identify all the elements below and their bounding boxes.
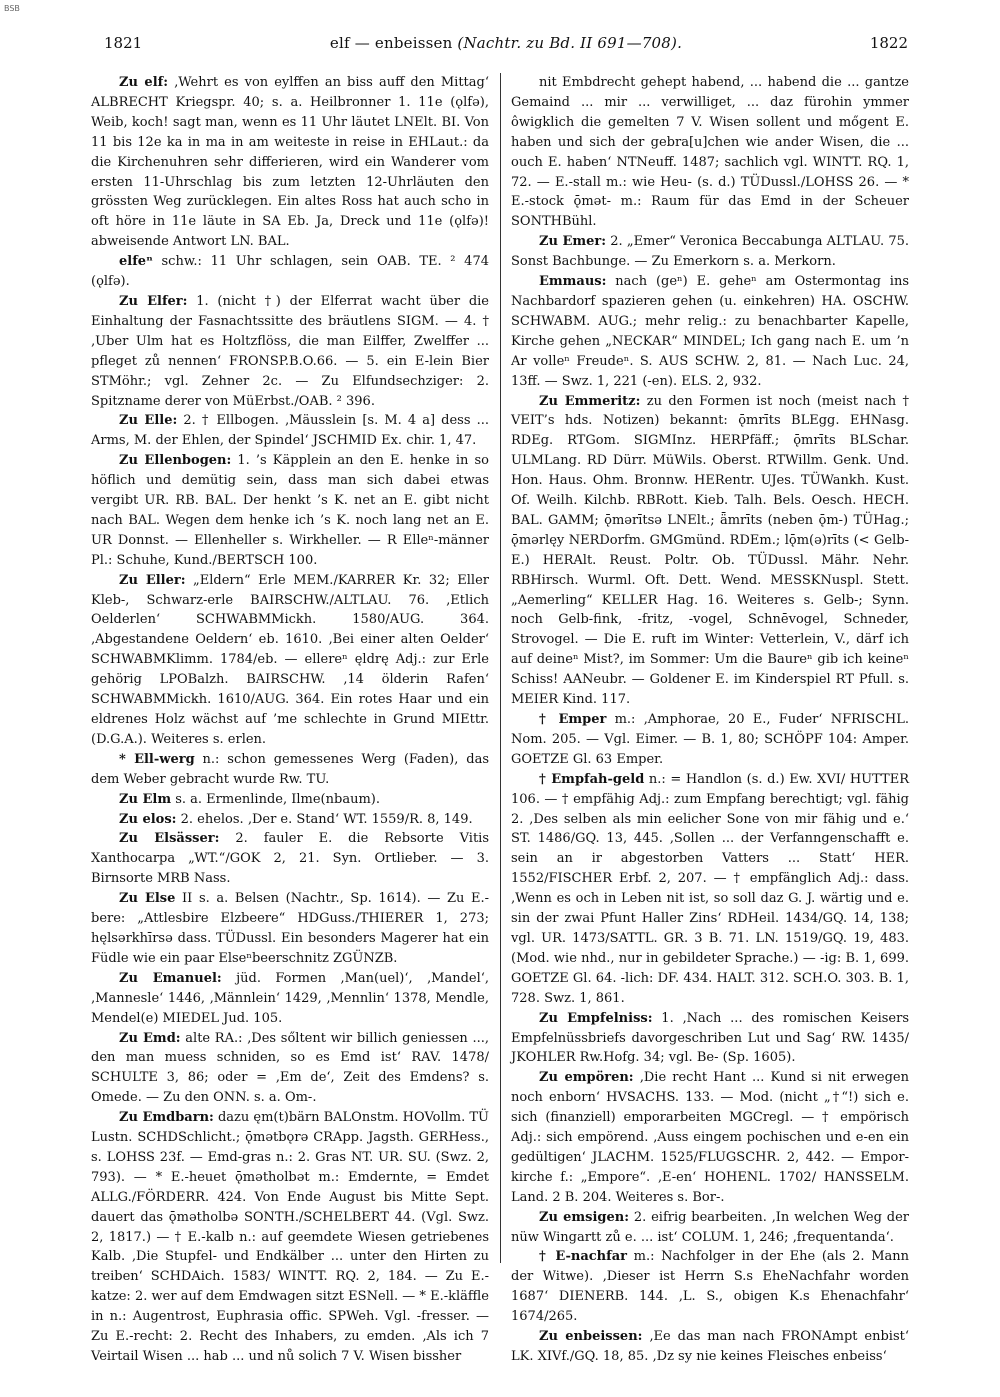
entry-lemma: † E-nachfar — [539, 1249, 628, 1265]
entry-text: 1. ’s Käpplein an den E. henke in so höflich und demütig sein, dass man sich dabei etwas vergibt UR. RB. BAL. Der henkt ’s K. net an E. gibt nicht nach BAL. Wegen dem henke ich ’s K. noch lang net an E. UR Donnst. — Ellenheller s. Wirkheller. — R Elleⁿ-männer Pl.: Schuhe, Kund./BERTSCH 100. — [91, 453, 489, 568]
entry-lemma: † Empfah-geld — [539, 771, 645, 787]
dictionary-entry — [91, 252, 489, 292]
entry-lemma: Zu Else — [119, 891, 176, 907]
entry-text: ‚Die recht Hant ... Kund si nit erwegen noch enborn‘ HVSACHS. 133. — Mod. (nicht „†“!) sich e. sich (finanziell) emporarbeiten MGCregl. — † empörisch Adj.: sich empörend. ‚Auss eingem pochischen und e-en ein gedültigen‘ JLACHM. 1525/FLUGSCHR. 2, 442. — Empor-kirche f.: „Empore“. ‚E-en‘ HOHENL. 1702/ HANSSELM. Land. 2 B. 204. Weiteres s. Bor-. — [511, 1070, 909, 1205]
running-title-reference: (Nachtr. zu Bd. II 691—708). — [457, 34, 683, 52]
dictionary-entry — [511, 1068, 909, 1207]
entry-text: ‚Wehrt es von eylffen an biss auff den Mittag‘ ALBRECHT Kriegspr. 40; s. a. Heilbronner 1. 11e (ǫlfə), Weib, koch! sagt man, wenn es 11 Uhr läutet LNElt. BI. Von 11 bis 12e ka in ma in am weiteste in reise in EHLaut.: da die Kirchenuhren sehr differieren, wird ein Wanderer vom ersten 11-Uhrschlag bis zum letzten 12-Uhrläuten den grössten Weg zurücklegen. Ein altes Ross hat auch scho in oft höre in 11e läute in SA Eb. Ja, Dreck und 11e (ǫlfə)! abweisende Antwort LN. BAL. — [91, 75, 489, 250]
entry-lemma: Zu Emdbarn: — [119, 1110, 214, 1126]
left-column — [91, 73, 490, 1364]
dictionary-entry — [511, 392, 909, 711]
dictionary-entry — [91, 889, 489, 969]
library-stamp: BSB — [4, 4, 20, 13]
entry-lemma: Zu Ellenbogen: — [119, 453, 232, 469]
entry-lemma: Zu Elm — [119, 791, 172, 807]
entry-lemma: Zu Emd: — [119, 1030, 181, 1046]
running-title — [104, 34, 908, 52]
entry-text: II s. a. Belsen (Nachtr., Sp. 1614). — Zu E.-bere: „Attlesbire Elzbeere“ HDGuss./THIERER 1, 273; hęlsərkhīrsə dass. TÜDussl. Ein besonders Magerer hat ein Füdle wie ein paar Elseⁿbeerschnitz ZGÜNZB. — [91, 891, 490, 966]
entry-text: m.: ‚Amphorae, 20 E., Fuder‘ NFRISCHL. Nom. 205. — Vgl. Eimer. — B. 1, 80; SCHÖPF 104: Amper. GOETZE Gl. 63 Emper. — [511, 712, 909, 767]
dictionary-entry — [511, 232, 909, 272]
right-column — [511, 73, 910, 1364]
entry-text: 1. (nicht †) der Elferrat wacht über die Einhaltung der Fasnachtssitte des bräutlens SIGM. — 4. † ‚Uber Ulm hat es Holtzflöss, die man Eilffer, Zwelffer ... pfleget zů nennen‘ FRONSP.B.O.66. — 5. ein E-lein Bier STMöhr.; vgl. Zehner 2c. — Zu Elfundsechziger: 2. Spitzname derer von MüErbst./OAB. ² 396. — [91, 293, 489, 409]
entry-lemma: Zu Eller: — [119, 572, 186, 588]
entry-text: dazu ęm(t)bärn BALOnstm. HOVollm. TÜ Lustn. SCHDSchlicht.; ǭmətbǫrə CRApp. Jagsth. GERHess., s. LOHSS 23f. — Emd-gras n.: 2. Gras NT. UR. SU. (Swz. 2, 793). — * E.-heuet ǭmətholbət m.: Emdernte, = Emdet ALLG./FÖRDERR. 424. Von Ende August bis Mitte Sept. dauert das ǭmətholbə SONTH./SCHELBERT 44. (Vgl. Swz. 2, 1817.) — † E.-kalb n.: auf geemdete Wiesen getriebenes Kalb. ‚Die Stupfel- und Endkälber ... unter den Hirten zu treiben‘ SCHDAich. 1583/ WINTT. RQ. 2, 184. — Zu E.-katze: 2. wer auf dem Emdwagen sitzt ESNell. — * E.-kläffle in n.: Augentrost, Euphrasia offic. SPWeh. Vgl. -fresser. — Zu E.-recht: 2. Recht des Inhabers, zu emden. ‚Als ich 7 Veirtail Wisen ... hab ... und nů solich 7 V. Wisen bissher — [91, 1110, 490, 1364]
dictionary-entry — [91, 571, 489, 750]
entry-lemma: Zu Elfer: — [119, 293, 188, 309]
running-title-main: elf — enbeissen — [329, 34, 453, 52]
column-divider — [500, 73, 501, 1263]
entry-text: 2. fauler E. die Rebsorte Vitis Xanthocarpa „WT.“/GOK 2, 21. Syn. Ortlieber. — 3. Birnsorte MRB Nass. — [91, 831, 489, 887]
entry-text: 2. † Ellbogen. ‚Mäusslein [s. M. 4 a] dess ... Arms, M. der Ehlen, der Spindel‘ JSCHMID Ex. chir. 1, 47. — [91, 413, 489, 449]
dictionary-entry — [91, 810, 489, 830]
entry-text: 2. „Emer“ Veronica Beccabunga ALTLAU. 75. Sonst Bachbunge. — Zu Emerkorn s. a. Merkorn. — [511, 234, 909, 270]
dictionary-entry — [91, 790, 489, 810]
dictionary-entry — [511, 1247, 909, 1327]
entry-lemma: Zu Emanuel: — [119, 970, 222, 986]
entry-lemma: Zu emsigen: — [539, 1209, 630, 1225]
entry-text: jüd. Formen ‚Man(uel)‘, ‚Mandel‘, ‚Mannesle‘ 1446, ‚Männlein‘ 1429, ‚Mennlin‘ 1378, Mendle, Mendel(e) MIEDEL Jud. 105. — [91, 970, 490, 1026]
entry-text: 2. eifrig bearbeiten. ‚In welchen Weg der nüw Wingartt zů e. ... ist‘ COLUM. 1, 246; ‚frequentanda‘. — [511, 1209, 909, 1245]
entry-text: schw.: 11 Uhr schlagen, sein OAB. TE. ² 474 (ǫlfə). — [91, 254, 489, 290]
dictionary-entry — [91, 292, 489, 411]
dictionary-entry — [511, 710, 909, 770]
page-number-left: 1821 — [104, 34, 143, 52]
entry-lemma: elfeⁿ — [119, 254, 153, 270]
entry-text: ‚Ee das man nach FRONAmpt enbist‘ LK. XIVf./GQ. 18, 85. ‚Dz sy nie keines Fleisches enbeiss‘ — [511, 1329, 909, 1364]
entry-text: „Eldern“ Erle MEM./KARRER Kr. 32; Eller Kleb-, Schwarz-erle BAIRSCHW./ALTLAU. 76. ‚Etlich Oelderlen‘ SCHWABMMickh. 1580/AUG. 364. ‚Abgestandene Oeldern‘ eb. 1610. ‚Bei einer alten Oelder‘ SCHWABMKlimm. 1784/eb. — ellereⁿ ęldrę Adj.: zur Erle gehörig LPOBalzh. BAIRSCHW. ‚14 ölderin Rafen‘ SCHWABMMickh. 1610/AUG. 364. Ein rotes Haar und ein eldrenes Holz wächst auf ’me schlechte in Grund MIEttr. (D.G.A.). Weiteres s. erlen. — [91, 572, 489, 747]
entry-lemma: * Ell-werg — [119, 751, 195, 767]
dictionary-entry — [91, 750, 489, 790]
dictionary-entry — [511, 1327, 909, 1367]
dictionary-entry — [91, 451, 489, 570]
page-header — [104, 34, 908, 56]
dictionary-entry — [91, 1029, 489, 1109]
dictionary-entry — [91, 1108, 489, 1367]
entry-lemma: Emmaus: — [539, 274, 607, 290]
dictionary-entry — [91, 969, 489, 1029]
entry-lemma: Zu Emmeritz: — [539, 393, 641, 409]
dictionary-entry — [91, 73, 489, 252]
dictionary-columns — [91, 73, 910, 1364]
entry-text: alte RA.: ‚Des sőltent wir billich geniessen ..., den man muess schniden, so es Emd ist‘ RAV. 1478/ SCHULTE 3, 86; oder = ‚Em de‘, Zeit des Emdens? s. Omede. — Zu den ONN. s. a. Om-. — [91, 1030, 489, 1106]
entry-text: m.: Nachfolger in der Ehe (als 2. Mann der Witwe). ‚Dieser ist Herrn S.s EheNachfahr worden 1687‘ DIENERB. 144. ‚L. S., obigen K.s Ehenachfahr‘ 1674/265. — [511, 1249, 910, 1325]
entry-lemma: Zu Empfelniss: — [539, 1010, 653, 1026]
entry-text: nach (geⁿ) E. geheⁿ am Ostermontag ins Nachbardorf spazieren gehen (u. einkehren) HA. OSCHW. SCHWABM. AUG.; mehr relig.: zu benachbarter Kapelle, Kirche gehen „NECKAR“ MINDEL; Ich gang nach E. um ’n Ar volleⁿ Freudeⁿ. S. AUS SCHW. 2, 81. — Nach Luc. 24, 13ff. — Swz. 1, 221 (-en). ELS. 2, 932. — [511, 274, 909, 389]
dictionary-entry — [511, 272, 909, 391]
entry-lemma: † Emper — [539, 712, 607, 727]
dictionary-entry — [511, 1208, 909, 1248]
entry-lemma: Zu Elle: — [119, 413, 178, 429]
dictionary-entry — [511, 770, 909, 1009]
entry-text: s. a. Ermenlinde, Ilme(nbaum). — [175, 791, 380, 807]
entry-text: zu den Formen ist noch (meist nach † VEIT’s hds. Notizen) bekannt: ǭmrīts BLEgg. EHNasg. RDEg. RTGom. SIGMInz. HERPfäff.; ǭmrīts BLSchar. ULMLang. RD Dürr. MüWils. Oberst. RTWillm. Genk. Und. Hon. Haus. Ohm. Bronnw. HERentr. UJes. TÜWankh. Kust. Of. Weilh. Kilchb. RBRott. Kieb. Talh. Bels. Oesch. HECH. BAL. GAMM; ǭmərītsə LNElt.; ǟmrīts (neben ǭm-) TÜHag.; ǭmərlęy NERDorfm. GMGmünd. RDEm.; lǭm(ə)rīts (< Gelb-E.) HERAlt. Reust. Poltr. Ob. TÜDussl. Mähr. Nehr. RBHirsch. Wurml. Oft. Dett. Wend. MESSKNuspl. Stett. „Aemerling“ KELLER Hag. 16. Weiteres s. Gelb-; Synn. noch Gelb-fink, -fritz, -vogel, Schnēvogel, Schneder, Strovogel. — Die E. ruft im Winter: Vetterlein, V., därf ich auf deineⁿ Mist?, im Sommer: Um die Baureⁿ gib ich keineⁿ Schiss! AANeubr. — Goldener E. im Kinderspiel RT Pfull. s. MEIER Kind. 117. — [511, 393, 909, 708]
entry-lemma: Zu enbeissen: — [539, 1329, 643, 1345]
entry-text: nit Embdrecht gehept habend, ... habend die ... gantze Gemaind ... mir ... verwilliget, ... daz fürohin ymmer ôwigklich die gemelten 7 V. Wisen sollent und mőgent E. haben und sich der gebra[u]chen wie ander Wisen, die ... ouch E. haben‘ NTNeuff. 1487; sachlich vgl. WINTT. RQ. 1, 72. — E.-stall m.: wie Heu- (s. d.) TÜDussl./LOHSS 26. — * E.-stock ǭmət- m.: Raum für das Emd in der Scheuer SONTHBühl. — [511, 75, 909, 230]
entry-text: 1. ‚Nach ... des romischen Keisers Empfelnüssbriefs davorgeschriben Lut und Sag‘ RW. 1435/ JKOHLER Rw.Hofg. 34; vgl. Be- (Sp. 1605). — [511, 1010, 909, 1066]
entry-lemma: Zu elf: — [119, 75, 169, 90]
page-number-right: 1822 — [869, 34, 908, 52]
entry-lemma: Zu Emer: — [539, 234, 607, 250]
entry-lemma: Zu empören: — [539, 1070, 634, 1086]
dictionary-entry — [91, 829, 489, 889]
entry-text: 2. ehelos. ‚Der e. Stand‘ WT. 1559/R. 8, 149. — [180, 811, 473, 827]
entry-text: n.: schon gemessenes Werg (Faden), das dem Weber gebracht wurde Rw. TU. — [91, 751, 489, 787]
entry-text: n.: = Handlon (s. d.) Ew. XVI/ HUTTER 106. — † empfähig Adj.: zum Empfang berechtigt; vgl. fähig 2. ‚Des selben als min eelicher Sone von mir fähig und e.‘ ST. 1486/GQ. 13, 445. ‚Sollen ... der Verfanngenschafft e. sein an ir abgestorben Vatters ... Statt‘ HER. 1552/FISCHER Erbf. 2, 207. — † empfänglich Adj.: dass. ‚Wenn es och in Leben nit ist, so soll daz G. J. wärtig und e. sin der zwai Pfunt Haller Zins‘ RDHeil. 1434/GQ. 14, 138; vgl. UR. 1473/SATTL. GR. 3 B. 71. LN. 1519/GQ. 19, 483. (Mod. wie nhd., nur in gebildeter Sprache.) — -ig: B. 1, 699. GOETZE Gl. 64. -lich: DF. 434. HALT. 312. SCH.O. 303. B. 1, 728. Swz. 1, 861. — [511, 771, 909, 1006]
dictionary-entry — [511, 1009, 909, 1069]
entry-lemma: Zu elos: — [119, 811, 177, 827]
entry-lemma: Zu Elsässer: — [119, 831, 220, 847]
dictionary-entry — [511, 73, 909, 232]
dictionary-entry — [91, 411, 489, 451]
